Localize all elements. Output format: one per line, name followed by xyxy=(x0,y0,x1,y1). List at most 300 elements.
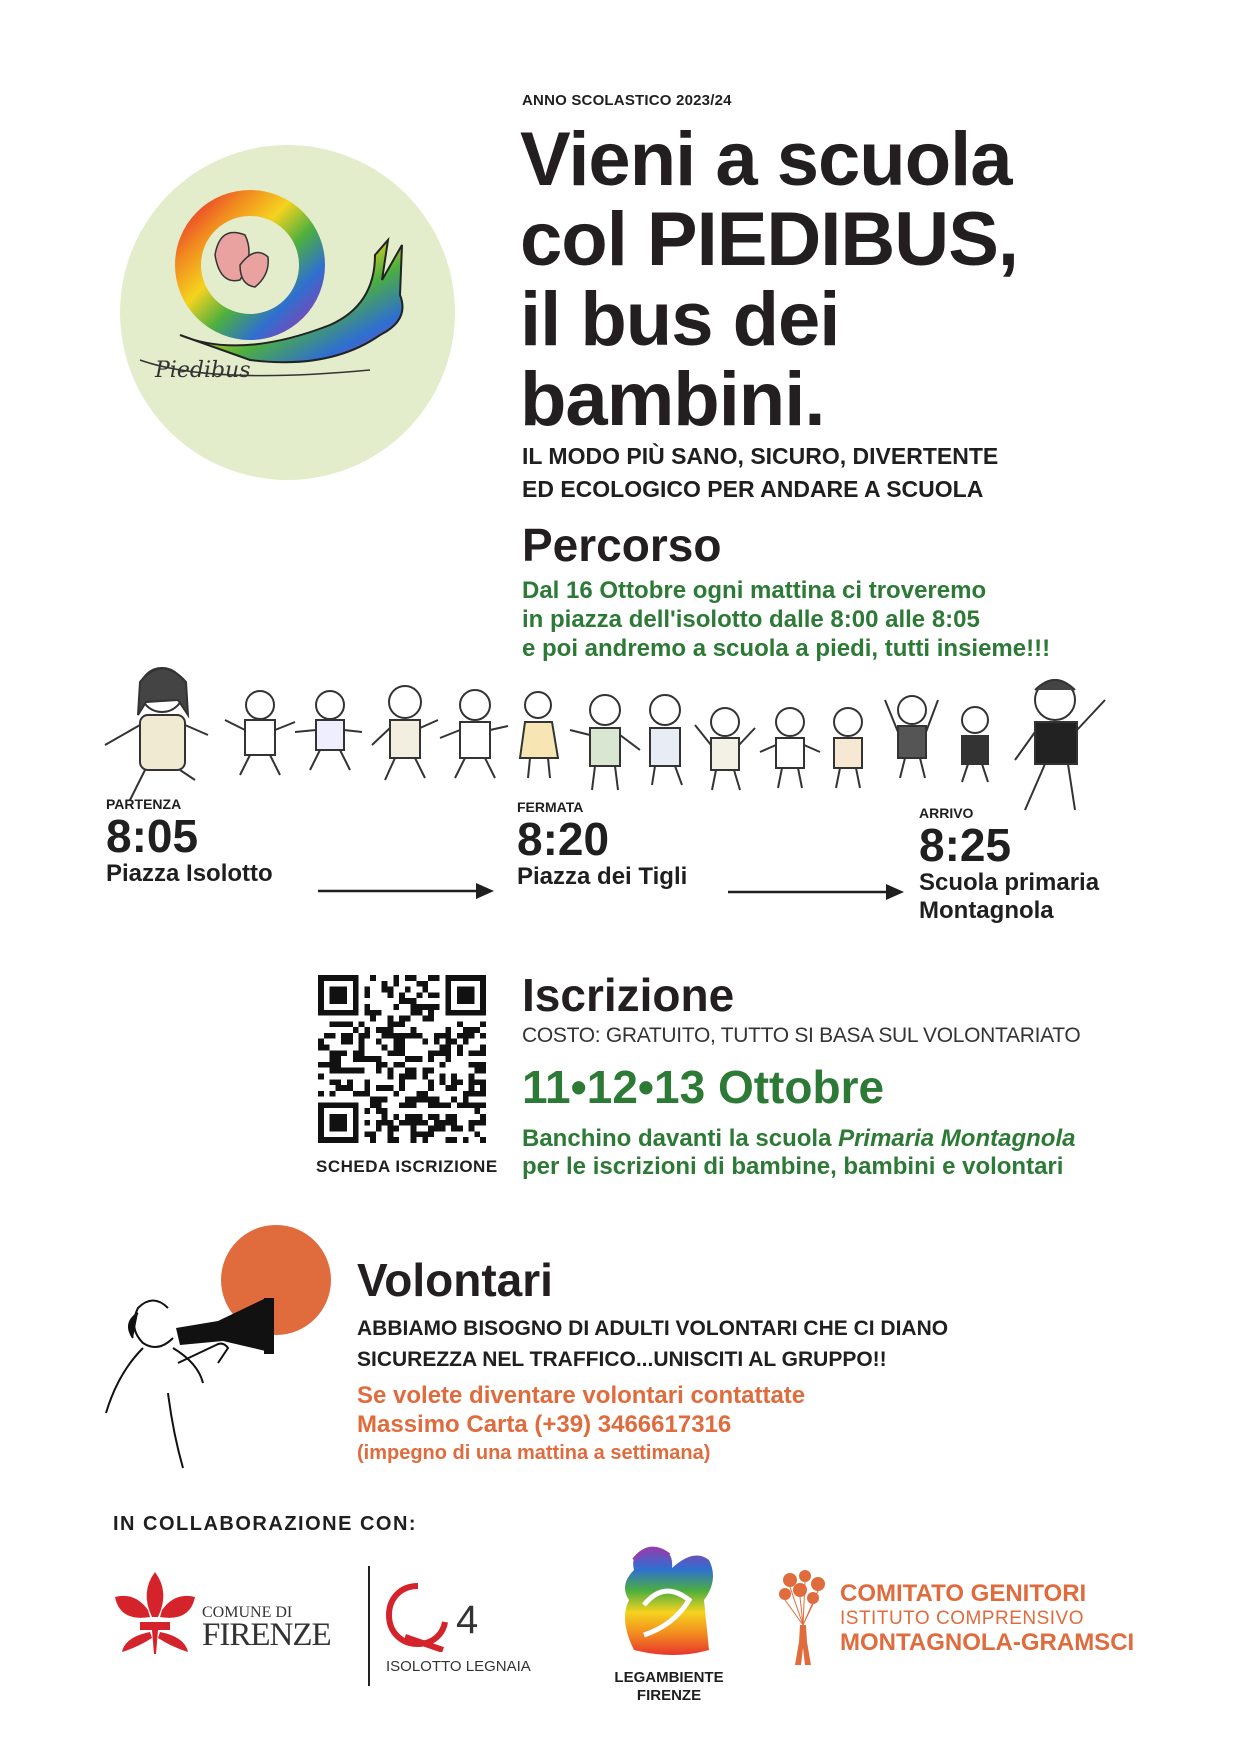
qr-module xyxy=(393,1004,399,1010)
qr-module xyxy=(376,1120,382,1126)
iscrizione-line-1 xyxy=(522,1125,1075,1153)
qr-module xyxy=(382,981,388,987)
contact-line-2: Massimo Carta (+39) 3466617316 xyxy=(357,1411,732,1438)
volontari-line: ABBIAMO BISOGNO DI ADULTI VOLONTARI CHE CI DIANO xyxy=(357,1317,949,1340)
qr-module xyxy=(445,1114,451,1120)
legambiente-city: FIRENZE xyxy=(636,1687,702,1704)
qr-module xyxy=(405,1033,411,1039)
qr-module xyxy=(411,1097,417,1103)
qr-module xyxy=(422,1131,428,1137)
school-year: ANNO SCOLASTICO 2023/24 xyxy=(522,92,732,109)
qr-module xyxy=(382,1108,388,1114)
qr-module xyxy=(428,1050,434,1056)
qr-module xyxy=(445,1085,451,1091)
qr-module xyxy=(382,1062,388,1068)
qr-module xyxy=(474,1068,480,1074)
qr-module xyxy=(370,1016,376,1022)
qr-module xyxy=(411,1120,417,1126)
qr-module xyxy=(411,1114,417,1120)
qr-module xyxy=(428,1079,434,1085)
qr-module xyxy=(428,1114,434,1120)
qr-module xyxy=(318,1045,324,1051)
qr-module xyxy=(445,1050,451,1056)
qr-module xyxy=(388,1016,394,1022)
qr-module xyxy=(434,1004,440,1010)
qr-module xyxy=(480,1114,486,1120)
qr-module xyxy=(411,1126,417,1132)
qr-module xyxy=(469,1050,475,1056)
qr-module xyxy=(411,975,417,981)
qr-module xyxy=(422,1073,428,1079)
q4-logo-icon xyxy=(385,1582,451,1652)
qr-module xyxy=(463,1033,469,1039)
tagline-line: ED ECOLOGICO PER ANDARE A SCUOLA xyxy=(522,476,984,502)
qr-module xyxy=(474,1062,480,1068)
percorso-line: in piazza dell'isolotto dalle 8:00 alle 8:05 xyxy=(522,606,980,633)
qr-module xyxy=(364,987,370,993)
qr-module xyxy=(440,1126,446,1132)
qr-module xyxy=(416,1091,422,1097)
stop-time: 8:25 xyxy=(919,819,1012,871)
stop-place-2: Montagnola xyxy=(919,897,1054,924)
qr-module xyxy=(405,1102,411,1108)
qr-module xyxy=(347,1039,353,1045)
qr-module xyxy=(474,1027,480,1033)
qr-module xyxy=(440,1050,446,1056)
iscrizione-cost: COSTO: GRATUITO, TUTTO SI BASA SUL VOLONTARIATO xyxy=(522,1024,1081,1047)
qr-module xyxy=(434,1102,440,1108)
qr-module xyxy=(341,1068,347,1074)
qr-module xyxy=(388,987,394,993)
tagline-line: IL MODO PIÙ SANO, SICURO, DIVERTENTE xyxy=(522,443,999,469)
qr-module xyxy=(353,1091,359,1097)
qr-module xyxy=(335,1062,341,1068)
qr-module xyxy=(347,1085,353,1091)
qr-module xyxy=(451,1039,457,1045)
page-title xyxy=(520,117,1120,442)
qr-module xyxy=(347,1033,353,1039)
qr-module xyxy=(469,1120,475,1126)
qr-module xyxy=(422,981,428,987)
comitato-title: COMITATO GENITORI xyxy=(840,1580,1087,1607)
qr-module xyxy=(359,1068,365,1074)
qr-module xyxy=(318,1073,324,1079)
qr-module xyxy=(388,1126,394,1132)
qr-module xyxy=(359,1033,365,1039)
qr-module xyxy=(440,1045,446,1051)
qr-module xyxy=(393,1045,399,1051)
qr-module xyxy=(399,1102,405,1108)
qr-module xyxy=(370,1102,376,1108)
qr-module xyxy=(411,1068,417,1074)
qr-module xyxy=(388,1137,394,1143)
qr-module xyxy=(405,1056,411,1062)
qr-module xyxy=(393,981,399,987)
qr-module xyxy=(469,1126,475,1132)
qr-module xyxy=(324,1033,330,1039)
qr-module xyxy=(434,1114,440,1120)
qr-module xyxy=(445,1120,451,1126)
qr-module xyxy=(330,1021,336,1027)
percorso-line: e poi andremo a scuola a piedi, tutti insieme!!! xyxy=(522,635,1051,662)
qr-module xyxy=(480,1085,486,1091)
child-figure xyxy=(372,686,438,780)
qr-module xyxy=(382,1085,388,1091)
comitato-subtitle: ISTITUTO COMPRENSIVO xyxy=(840,1608,1085,1629)
balloons-icon xyxy=(775,1570,831,1670)
qr-module xyxy=(376,1062,382,1068)
qr-module xyxy=(422,1091,428,1097)
qr-module xyxy=(480,1102,486,1108)
qr-module xyxy=(382,1045,388,1051)
qr-module xyxy=(347,1068,353,1074)
qr-module xyxy=(393,975,399,981)
qr-module xyxy=(376,1056,382,1062)
qr-module xyxy=(376,1102,382,1108)
child-figure xyxy=(1015,680,1105,810)
qr-module xyxy=(364,1079,370,1085)
child-figure xyxy=(650,695,682,785)
qr-module xyxy=(428,1126,434,1132)
qr-module xyxy=(451,1126,457,1132)
qr-module xyxy=(434,1126,440,1132)
qr-module xyxy=(370,975,376,981)
contact-line-3: (impegno di una mattina a settimana) xyxy=(357,1442,711,1464)
volontari-text xyxy=(357,1313,948,1375)
qr-module xyxy=(428,1085,434,1091)
qr-module xyxy=(399,1021,405,1027)
qr-module xyxy=(347,1021,353,1027)
qr-module xyxy=(445,1102,451,1108)
qr-module xyxy=(388,1085,394,1091)
qr-module xyxy=(399,1073,405,1079)
title-line: il bus dei xyxy=(520,277,840,362)
qr-module xyxy=(422,1039,428,1045)
qr-module xyxy=(463,1137,469,1143)
qr-module xyxy=(376,1027,382,1033)
qr-module xyxy=(330,1091,336,1097)
qr-module xyxy=(370,1056,376,1062)
arrow-right-icon xyxy=(728,881,906,903)
qr-module xyxy=(457,1021,463,1027)
qr-module xyxy=(445,1137,451,1143)
title-line: Vieni a scuola xyxy=(520,117,1012,202)
qr-module xyxy=(434,1050,440,1056)
qr-module xyxy=(399,998,405,1004)
qr-module xyxy=(469,1091,475,1097)
qr-module xyxy=(335,1056,341,1062)
qr-module xyxy=(376,1097,382,1103)
qr-module xyxy=(359,1021,365,1027)
qr-module xyxy=(359,1050,365,1056)
qr-module xyxy=(399,1085,405,1091)
qr-module xyxy=(428,992,434,998)
qr-module xyxy=(364,1091,370,1097)
qr-module xyxy=(428,975,434,981)
qr-module xyxy=(359,1039,365,1045)
qr-module xyxy=(388,1050,394,1056)
qr-module xyxy=(388,1068,394,1074)
qr-module xyxy=(399,1062,405,1068)
qr-module xyxy=(324,1062,330,1068)
child-figure xyxy=(695,708,755,790)
stop-fermata xyxy=(517,799,687,891)
qr-module xyxy=(440,1079,446,1085)
qr-module xyxy=(411,1004,417,1010)
qr-module xyxy=(422,1137,428,1143)
qr-module xyxy=(405,987,411,993)
qr-module xyxy=(480,1068,486,1074)
qr-module xyxy=(411,998,417,1004)
legambiente-logo-icon xyxy=(614,1540,724,1665)
qr-module xyxy=(347,1079,353,1085)
qr-module xyxy=(376,1085,382,1091)
qr-module xyxy=(480,1091,486,1097)
qr-module xyxy=(376,1039,382,1045)
title-line: bambini. xyxy=(520,357,825,442)
qr-module xyxy=(480,1050,486,1056)
qr-module xyxy=(463,1097,469,1103)
qr-module xyxy=(428,1068,434,1074)
child-figure xyxy=(520,692,558,778)
qr-module xyxy=(364,1004,370,1010)
logo-divider xyxy=(368,1566,370,1686)
qr-module xyxy=(428,1131,434,1137)
qr-module xyxy=(382,1033,388,1039)
qr-module xyxy=(416,1120,422,1126)
collab-heading: IN COLLABORAZIONE CON: xyxy=(113,1513,418,1535)
child-figure xyxy=(885,696,938,778)
qr-module xyxy=(428,1010,434,1016)
volontari-heading: Volontari xyxy=(357,1254,553,1306)
qr-module xyxy=(451,1085,457,1091)
qr-module xyxy=(388,992,394,998)
qr-module xyxy=(440,1033,446,1039)
qr-module xyxy=(480,1079,486,1085)
qr-module xyxy=(330,1079,336,1085)
qr-module xyxy=(330,1068,336,1074)
qr-module xyxy=(428,1056,434,1062)
qr-module xyxy=(463,1091,469,1097)
child-figure xyxy=(105,668,208,800)
qr-module xyxy=(399,1045,405,1051)
qr-module xyxy=(474,1050,480,1056)
qr-module xyxy=(330,1050,336,1056)
qr-module xyxy=(480,1033,486,1039)
qr-module xyxy=(422,987,428,993)
qr-code[interactable] xyxy=(318,975,486,1143)
qr-module xyxy=(359,1056,365,1062)
qr-module xyxy=(440,1102,446,1108)
qr-module xyxy=(364,1027,370,1033)
qr-module xyxy=(364,1033,370,1039)
qr-module xyxy=(411,1102,417,1108)
qr-module xyxy=(393,1091,399,1097)
qr-module xyxy=(480,1021,486,1027)
q4-number: 4 xyxy=(456,1598,479,1642)
qr-module xyxy=(388,1131,394,1137)
qr-module xyxy=(463,1039,469,1045)
qr-module xyxy=(411,1131,417,1137)
qr-module xyxy=(382,1114,388,1120)
qr-module xyxy=(416,1004,422,1010)
qr-module xyxy=(393,1114,399,1120)
arrow-right-icon xyxy=(318,880,496,902)
iscrizione-heading: Iscrizione xyxy=(522,969,735,1021)
qr-module xyxy=(457,1126,463,1132)
percorso-heading: Percorso xyxy=(522,519,722,571)
qr-module xyxy=(341,1033,347,1039)
qr-module xyxy=(341,1021,347,1027)
qr-module xyxy=(370,1097,376,1103)
stop-place: Piazza dei Tigli xyxy=(517,863,688,890)
legambiente-label: LEGAMBIENTE xyxy=(614,1669,724,1686)
qr-module xyxy=(416,1056,422,1062)
qr-module xyxy=(341,1050,347,1056)
qr-module xyxy=(335,1021,341,1027)
percorso-text xyxy=(522,576,1050,663)
qr-module xyxy=(411,1137,417,1143)
qr-module xyxy=(474,1091,480,1097)
qr-module xyxy=(416,1131,422,1137)
qr-module xyxy=(364,1120,370,1126)
qr-module xyxy=(393,1126,399,1132)
qr-module xyxy=(393,1050,399,1056)
child-figure xyxy=(834,708,862,788)
qr-module xyxy=(399,1120,405,1126)
qr-module xyxy=(445,1033,451,1039)
qr-module xyxy=(434,1039,440,1045)
stop-label: PARTENZA xyxy=(106,796,182,812)
qr-module xyxy=(399,1050,405,1056)
qr-module xyxy=(359,1045,365,1051)
volontari-contact xyxy=(357,1381,805,1468)
qr-module xyxy=(353,1068,359,1074)
qr-module xyxy=(451,1114,457,1120)
qr-module xyxy=(405,1097,411,1103)
qr-module xyxy=(364,992,370,998)
stop-time: 8:20 xyxy=(517,813,610,865)
qr-module xyxy=(411,1073,417,1079)
qr-module xyxy=(399,1033,405,1039)
tagline xyxy=(522,440,998,506)
stop-label: ARRIVO xyxy=(919,805,974,821)
qr-module xyxy=(388,1120,394,1126)
iscrizione-text xyxy=(522,1125,1075,1181)
qr-module xyxy=(463,1102,469,1108)
qr-module xyxy=(445,1045,451,1051)
title-line: col PIEDIBUS, xyxy=(520,197,1018,282)
qr-module xyxy=(474,1120,480,1126)
qr-module xyxy=(393,1062,399,1068)
volontari-line: SICUREZZA NEL TRAFFICO...UNISCITI AL GRUPPO!! xyxy=(357,1348,887,1371)
qr-module xyxy=(469,1062,475,1068)
qr-module xyxy=(440,1120,446,1126)
qr-module xyxy=(428,1004,434,1010)
school-name: Primaria Montagnola xyxy=(838,1125,1076,1152)
iscrizione-line-1a: Banchino davanti la scuola xyxy=(522,1125,839,1152)
qr-module xyxy=(353,1050,359,1056)
qr-module xyxy=(335,1079,341,1085)
logo-text: Piedibus xyxy=(155,358,251,383)
qr-module xyxy=(480,1120,486,1126)
qr-module xyxy=(399,1079,405,1085)
qr-module xyxy=(364,1108,370,1114)
qr-module xyxy=(457,1079,463,1085)
qr-module xyxy=(364,1085,370,1091)
qr-module xyxy=(440,1062,446,1068)
qr-module xyxy=(434,1033,440,1039)
qr-module xyxy=(422,1068,428,1074)
qr-module xyxy=(399,1039,405,1045)
comitato-school: MONTAGNOLA-GRAMSCI xyxy=(840,1629,1135,1656)
snail-icon xyxy=(120,145,455,480)
qr-module xyxy=(469,1085,475,1091)
qr-module xyxy=(405,998,411,1004)
qr-label: SCHEDA ISCRIZIONE xyxy=(316,1157,498,1176)
qr-module xyxy=(376,1126,382,1132)
qr-module xyxy=(376,1068,382,1074)
qr-module xyxy=(445,1027,451,1033)
stop-place: Piazza Isolotto xyxy=(106,860,273,887)
qr-module xyxy=(411,1010,417,1016)
qr-module xyxy=(399,1016,405,1022)
qr-module xyxy=(422,1120,428,1126)
qr-module xyxy=(434,1120,440,1126)
qr-module xyxy=(393,1039,399,1045)
q4-subtitle: ISOLOTTO LEGNAIA xyxy=(386,1658,531,1675)
child-figure xyxy=(962,707,988,782)
qr-module xyxy=(451,1073,457,1079)
qr-module xyxy=(405,1120,411,1126)
qr-module xyxy=(405,1114,411,1120)
qr-module xyxy=(324,1045,330,1051)
qr-module xyxy=(318,1039,324,1045)
qr-module xyxy=(382,1120,388,1126)
qr-module xyxy=(393,1021,399,1027)
iscrizione-dates: 11•12•13 Ottobre xyxy=(522,1061,885,1113)
qr-module xyxy=(422,1004,428,1010)
qr-module xyxy=(318,1062,324,1068)
qr-module xyxy=(382,1097,388,1103)
qr-module xyxy=(457,1033,463,1039)
qr-module xyxy=(434,975,440,981)
child-figure xyxy=(440,690,508,778)
stop-partenza xyxy=(106,796,273,888)
qr-module xyxy=(434,1097,440,1103)
qr-module xyxy=(416,1033,422,1039)
firenze-label: FIRENZE xyxy=(202,1617,331,1653)
qr-module xyxy=(474,1108,480,1114)
qr-module xyxy=(411,1056,417,1062)
qr-module xyxy=(422,1097,428,1103)
qr-module xyxy=(451,1120,457,1126)
qr-module xyxy=(353,1027,359,1033)
qr-module xyxy=(388,1027,394,1033)
qr-module xyxy=(405,975,411,981)
qr-module xyxy=(318,1091,324,1097)
qr-module xyxy=(335,1068,341,1074)
child-figure xyxy=(295,691,362,770)
qr-module xyxy=(469,1073,475,1079)
qr-module xyxy=(364,1131,370,1137)
qr-module xyxy=(457,1102,463,1108)
qr-module xyxy=(353,1056,359,1062)
child-figure xyxy=(570,695,640,790)
stop-place: Scuola primaria xyxy=(919,869,1100,896)
stop-time: 8:05 xyxy=(106,810,199,862)
qr-module xyxy=(474,1102,480,1108)
